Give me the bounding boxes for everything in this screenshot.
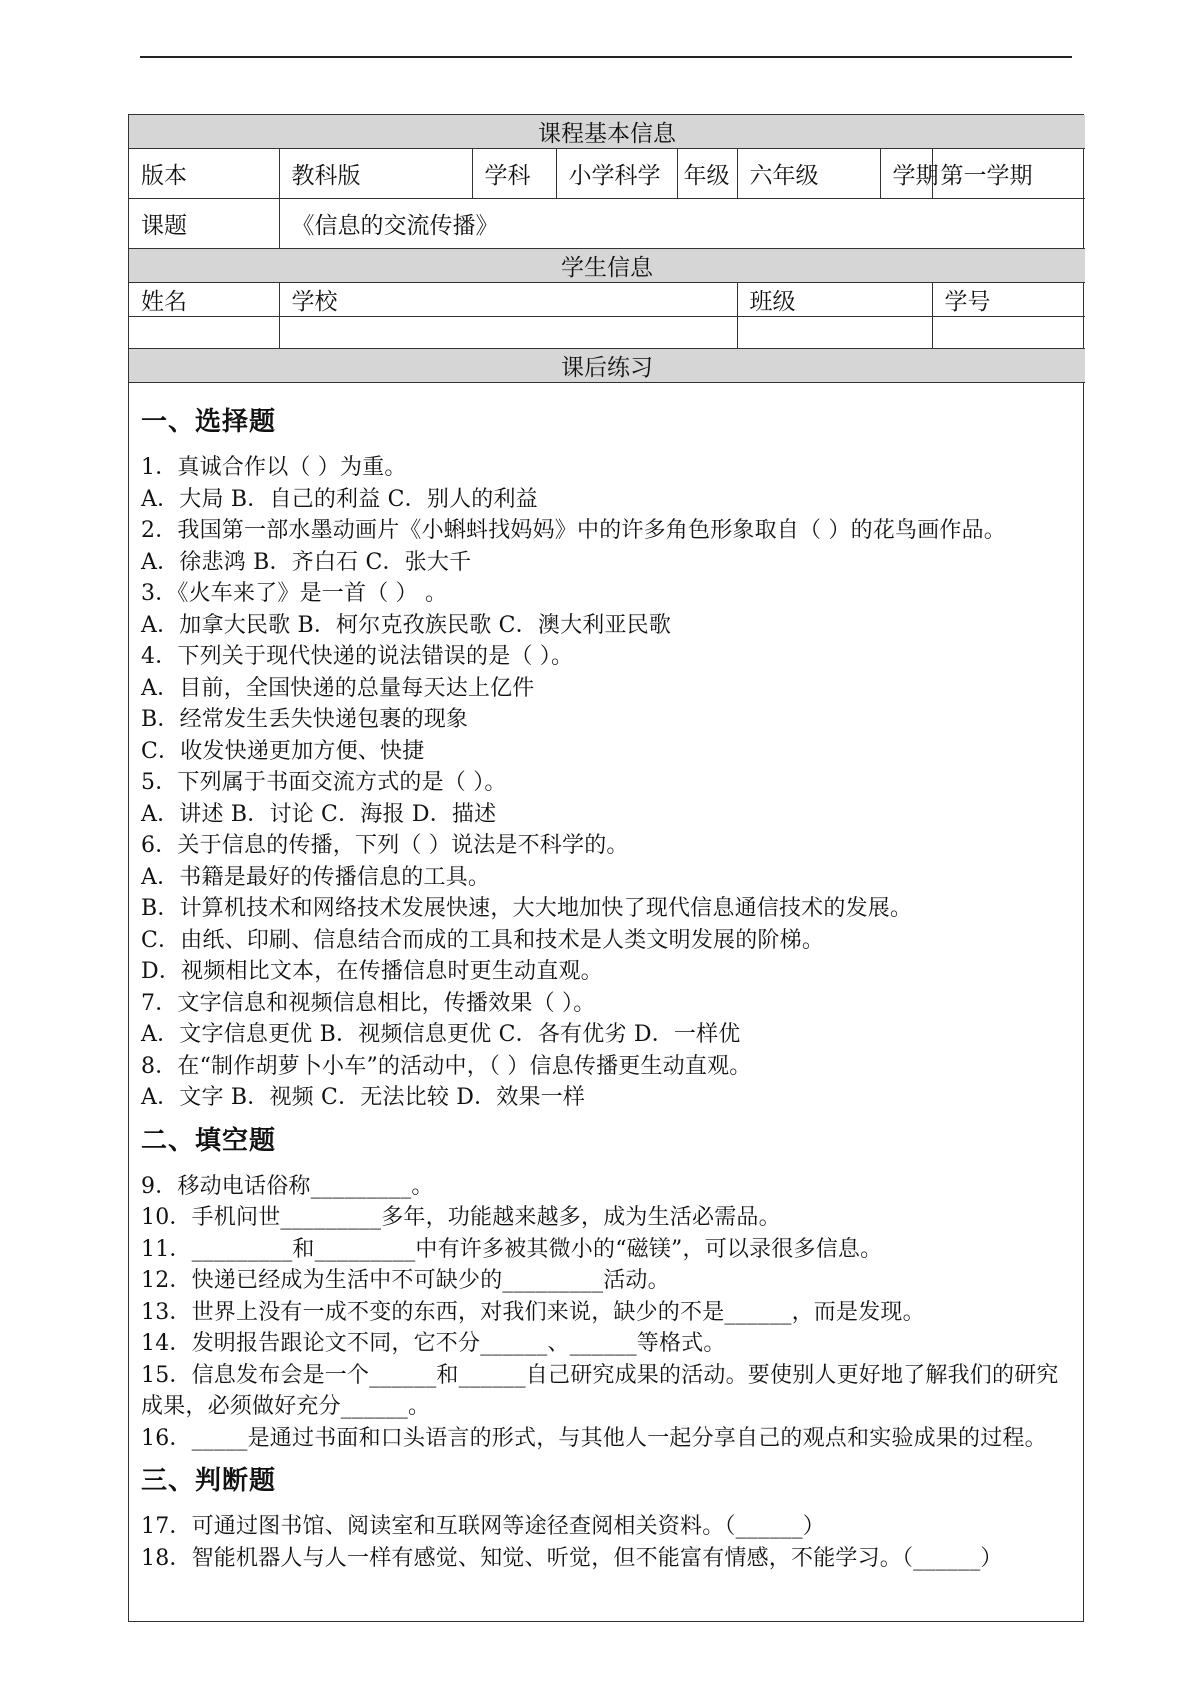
- term-value: 第一学期: [932, 149, 1085, 199]
- header-rule: [140, 56, 1072, 58]
- question-line: 7．文字信息和视频信息相比，传播效果（ ）。: [141, 990, 596, 1016]
- subject-value: 小学科学: [556, 149, 677, 199]
- question-line: 10．手机问世_________多年，功能越来越多，成为生活必需品。: [141, 1205, 781, 1230]
- question-line: 2．我国第一部水墨动画片《小蝌蚪找妈妈》中的许多角色形象取自（ ）的花鸟画作品。: [141, 518, 1006, 543]
- class-label: 班级: [737, 283, 932, 317]
- school-field[interactable]: [279, 317, 737, 349]
- question-line: A．文字信息更优 B．视频信息更优 C．各有优劣 D．一样优: [141, 1022, 741, 1047]
- edition-label: 版本: [129, 149, 279, 199]
- question-line: D．视频相比文本，在传播信息时更生动直观。: [141, 959, 603, 984]
- question-line: A．徐悲鸿 B．齐白石 C．张大千: [141, 549, 472, 575]
- exercise-header: 课后练习: [129, 349, 1085, 383]
- question-line: 8．在“制作胡萝卜小车”的活动中，（ ）信息传播更生动直观。: [141, 1053, 752, 1079]
- question-line: 12．快递已经成为生活中不可缺少的_________活动。: [141, 1268, 670, 1293]
- question-line: C．收发快递更加方便、快捷: [141, 738, 425, 764]
- school-label: 学校: [279, 283, 737, 317]
- question-line: 9．移动电话俗称_________。: [141, 1173, 434, 1199]
- question-line: 15．信息发布会是一个______和______自己研究成果的活动。要使别人更好地了解我们的研究成果，必须做好充分______。: [141, 1362, 1059, 1419]
- question-line: 6．关于信息的传播，下列（ ）说法是不科学的。: [141, 833, 629, 858]
- topic-value: 《信息的交流传播》: [279, 199, 1085, 249]
- question-line: 16．_____是通过书面和口头语言的形式，与其他人一起分享自己的观点和实验成果的过程。: [141, 1425, 1047, 1451]
- grade-label: 年级: [677, 149, 737, 199]
- question-line: 11．_________和_________中有许多被其微小的“磁镁”，可以录很多信息。: [141, 1236, 883, 1262]
- question-line: 4．下列关于现代快递的说法错误的是（ ）。: [141, 644, 574, 669]
- question-line: 1．真诚合作以（ ）为重。: [141, 455, 407, 480]
- question-line: 14．发明报告跟论文不同，它不分______、______等格式。: [141, 1331, 726, 1356]
- question-line: 5．下列属于书面交流方式的是（ ）。: [141, 770, 507, 795]
- class-field[interactable]: [737, 317, 932, 349]
- student-id-label: 学号: [932, 283, 1085, 317]
- question-line: A．目前，全国快递的总量每天达上亿件: [141, 675, 535, 701]
- question-line: A．书籍是最好的传播信息的工具。: [141, 864, 491, 890]
- section-title: 三、判断题: [141, 1466, 277, 1496]
- topic-label: 课题: [129, 199, 279, 249]
- term-label: 学期: [880, 149, 932, 199]
- name-label: 姓名: [129, 283, 279, 317]
- worksheet-frame: [128, 114, 1084, 1622]
- question-line: A．文字 B．视频 C．无法比较 D．效果一样: [141, 1085, 586, 1110]
- question-line: B．计算机技术和网络技术发展快速，大大地加快了现代信息通信技术的发展。: [141, 896, 913, 921]
- question-line: A．讲述 B．讨论 C．海报 D．描述: [141, 801, 497, 827]
- question-line: A．加拿大民歌 B．柯尔克孜族民歌 C．澳大利亚民歌: [141, 612, 672, 638]
- course-info-table: [129, 115, 1085, 383]
- question-line: 18．智能机器人与人一样有感觉、知觉、听觉，但不能富有情感，不能学习。（______）: [141, 1545, 1003, 1571]
- question-line: A．大局 B．自己的利益 C．别人的利益: [141, 486, 538, 512]
- name-field[interactable]: [129, 317, 279, 349]
- question-line: 3．《火车来了》是一首（ ） 。: [141, 581, 448, 606]
- section-title: 一、选择题: [141, 407, 277, 437]
- question-line: B．经常发生丢失快递包裹的现象: [141, 707, 469, 732]
- grade-value: 六年级: [737, 149, 880, 199]
- exercise-body: [129, 383, 1083, 1574]
- edition-value: 教科版: [279, 149, 472, 199]
- course-info-header: 课程基本信息: [129, 115, 1085, 149]
- question-line: C．由纸、印刷、信息结合而成的工具和技术是人类文明发展的阶梯。: [141, 927, 825, 953]
- question-line: 13．世界上没有一成不变的东西，对我们来说，缺少的不是______，而是发现。: [141, 1299, 925, 1325]
- subject-label: 学科: [472, 149, 556, 199]
- question-line: 17．可通过图书馆、阅读室和互联网等途径查阅相关资料。（______）: [141, 1514, 825, 1539]
- student-id-field[interactable]: [932, 317, 1085, 349]
- student-info-header: 学生信息: [129, 249, 1085, 283]
- section-title: 二、填空题: [141, 1125, 277, 1156]
